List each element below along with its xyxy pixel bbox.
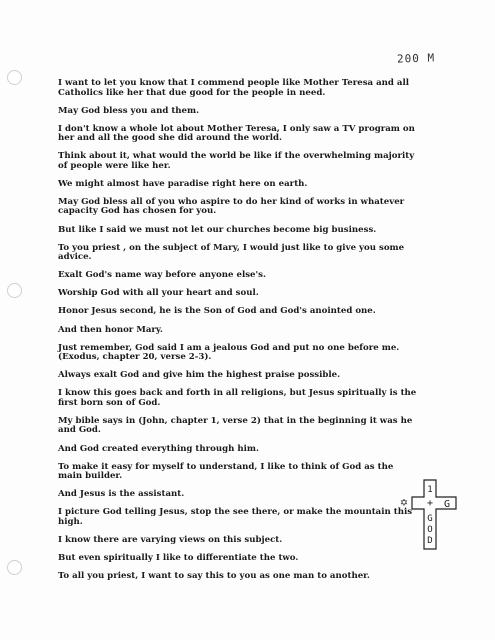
cross-number: 1 [427,485,433,495]
paragraph: Worship God with all your heart and soul. [58,288,259,299]
letter-body [58,79,418,590]
paragraph: May God bless you and them. [58,105,200,116]
paragraph: To all you priest, I want to say this to you as one man to another. [58,571,370,582]
binder-hole [7,560,22,575]
paragraph: Always exalt God and give him the highest praise possible. [58,370,341,381]
paragraph: But even spiritually I like to differentiate the two. [58,552,299,563]
paragraph: Exalt God's name way before anyone else's. [58,270,266,281]
paragraph: And Jesus is the assistant. [58,489,185,500]
paragraph: Just remember, God said I am a jealous God and put no one before me. (Exodus, chapter 20, verse 2-3). [58,342,400,363]
cross-word-letter: G [427,514,433,524]
paragraph: I know this goes back and forth in all religions, but Jesus spiritually is the first born son of God. [58,388,417,408]
paragraph: My bible says in (John, chapter 1, verse 2) that in the beginning it was he and God. [58,415,413,436]
paragraph: I picture God telling Jesus, stop the see there, or make the mountain this high. [58,507,413,527]
cross-word-letter: O [427,525,433,535]
star-of-david-icon: ✡ [399,498,409,509]
paragraph: And God created everything through him. [58,443,259,454]
cross-drawing [396,479,462,551]
paragraph: To you priest , on the subject of Mary, I would just like to give you some advice. [58,242,405,263]
cross-word-letter: D [427,536,433,546]
paragraph: And then honor Mary. [58,324,163,335]
paragraph: I know there are varying views on this subject. [58,534,283,545]
paragraph: We might almost have paradise right here on earth. [58,178,308,189]
paragraph: I want to let you know that I commend people like Mother Teresa and all Catholics like her that due good for the people in need. [58,78,410,98]
cross-plus: + [426,498,434,509]
paragraph: To make it easy for myself to understand, I like to think of God as the main builder. [58,461,394,482]
cross-letter-g: G [443,499,451,510]
paragraph: I don't know a whole lot about Mother Teresa, I only saw a TV program on her and all the good she did around the world. [58,123,415,144]
paragraph: May God bless all of you who aspire to do her kind of works in whatever capacity God has chosen for you. [58,196,405,217]
binder-hole [7,283,22,298]
paragraph: Honor Jesus second, he is the Son of God and God's anointed one. [58,306,376,317]
cross-outline-icon [412,480,456,549]
page-number: 200 M [396,51,436,66]
paragraph: But like I said we must not let our churches become big business. [58,224,377,235]
binder-hole [7,70,22,85]
paragraph: Think about it, what would the world be like if the overwhelming majority of people were like her. [58,151,415,171]
